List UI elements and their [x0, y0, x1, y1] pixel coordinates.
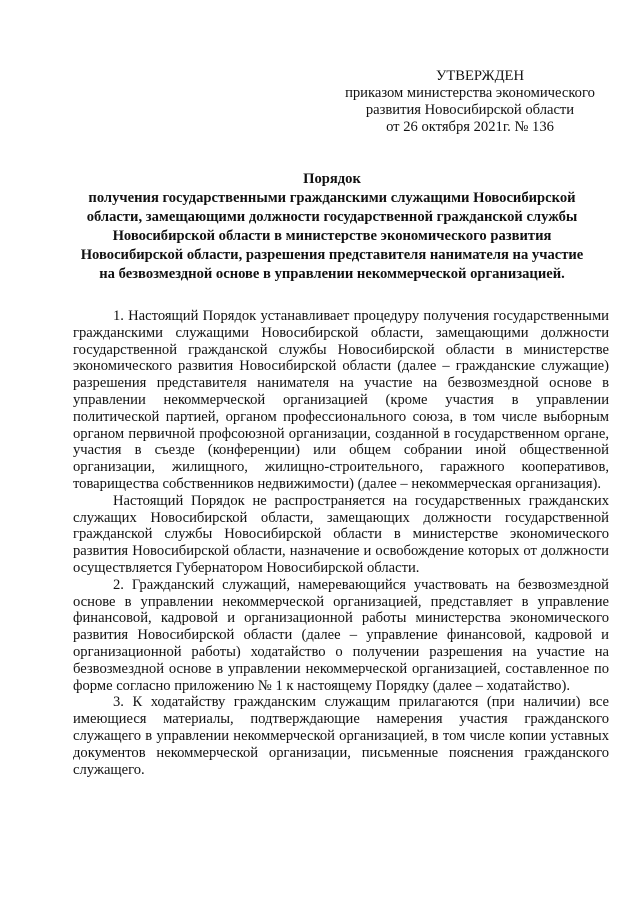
heading-line: получения государственными гражданскими служащими Новосибирской — [88, 190, 576, 206]
heading-line: Новосибирской области в министерстве экономического развития — [112, 228, 552, 244]
approval-line: приказом министерства экономического — [345, 85, 595, 101]
approval-stamp — [340, 68, 600, 136]
paragraph-4: 3. К ходатайству гражданским служащим прилагаются (при наличии) все имеющиеся материалы, подтверждающие намерения участия гражданского служащего в управлении некоммерческой организацией, в том числе копии уставных документов некоммерческой организации, письменные пояснения гражданского служащего. — [73, 694, 609, 778]
heading-line: Новосибирской области, разрешения представителя нанимателя на участие — [80, 247, 584, 263]
heading-line: области, замещающими должности государственной гражданской службы — [86, 209, 578, 225]
heading-title: Порядок — [303, 171, 361, 187]
heading-line: на безвозмездной основе в управлении некоммерческой организацией. — [99, 266, 565, 282]
paragraph-2: Настоящий Порядок не распространяется на государственных гражданских служащих Новосибирской области, замещающих должности государственной гражданской службы Новосибирской области в министерстве экономического развития Новосибирской области, назначение и освобождение которых от должности осуществляется Губернатором Новосибирской области. — [73, 492, 609, 576]
document-body — [73, 308, 609, 778]
approval-title: УТВЕРЖДЕН — [436, 68, 524, 84]
paragraph-3: 2. Гражданский служащий, намеревающийся участвовать на безвозмездной основе в управлении некоммерческой организацией, представляет в управление финансовой, кадровой и организационной работы министерства экономического развития Новосибирской области (далее – управление финансовой, кадровой и организационной работы) ходатайство о получении разрешения на участие на безвозмездной основе в управлении некоммерческой организацией, составленное по форме согласно приложению № 1 к настоящему Порядку (далее – ходатайство). — [73, 576, 609, 694]
approval-line: от 26 октября 2021г. № 136 — [386, 119, 554, 135]
document-heading — [62, 170, 602, 284]
approval-line: развития Новосибирской области — [365, 102, 575, 118]
paragraph-1: 1. Настоящий Порядок устанавливает процедуру получения государственными гражданскими служащими Новосибирской области, замещающими должности государственной гражданской службы Новосибирской области в министерстве экономического развития Новосибирской области (далее – гражданские служащие) разрешения представителя нанимателя на участие на безвозмездной основе в управлении некоммерческой организацией (кроме участия в управлении политической партией, органом профессионального союза, в том числе выборным органом первичной профсоюзной организации, созданной в государственном органе, участия в съезде (конференции) или общем собрании иной общественной организации, жилищного, жилищно-строительного, гаражного кооперативов, товарищества собственников недвижимости) (далее – некоммерческая организация). — [73, 308, 609, 492]
